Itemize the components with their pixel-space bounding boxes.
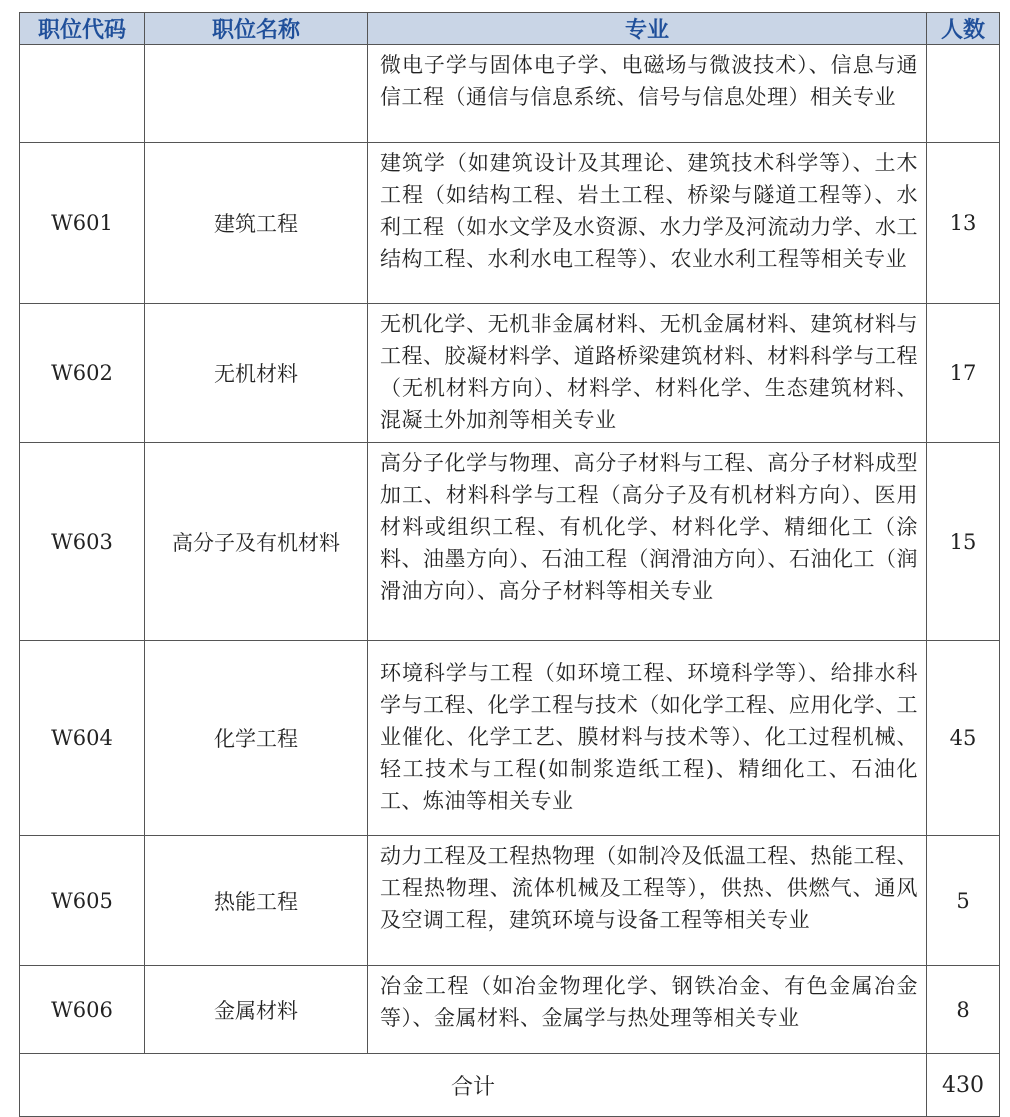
position-code: W606 [20,966,145,1054]
header-name: 职位名称 [145,13,368,45]
position-name [145,45,368,143]
position-code: W604 [20,641,145,836]
position-count [927,45,1000,143]
position-count: 17 [927,304,1000,443]
total-count: 430 [927,1054,1000,1117]
position-name: 金属材料 [145,966,368,1054]
table-row [20,304,1000,443]
position-count: 13 [927,143,1000,304]
position-count: 45 [927,641,1000,836]
total-label: 合计 [20,1054,927,1117]
position-name: 热能工程 [145,836,368,966]
position-name: 化学工程 [145,641,368,836]
position-code: W602 [20,304,145,443]
position-count: 15 [927,443,1000,641]
position-code: W603 [20,443,145,641]
total-row [20,1054,1000,1117]
header-code: 职位代码 [20,13,145,45]
table-row [20,45,1000,143]
position-name: 建筑工程 [145,143,368,304]
position-major: 微电子学与固体电子学、电磁场与微波技术）、信息与通信工程（通信与信息系统、信号与信息处理）相关专业 [368,45,927,143]
position-major: 动力工程及工程热物理（如制冷及低温工程、热能工程、工程热物理、流体机械及工程等），供热、供燃气、通风及空调工程，建筑环境与设备工程等相关专业 [368,836,927,966]
position-name: 无机材料 [145,304,368,443]
header-major: 专业 [368,13,927,45]
table-row [20,966,1000,1054]
position-count: 5 [927,836,1000,966]
table-row [20,443,1000,641]
position-major: 建筑学（如建筑设计及其理论、建筑技术科学等）、土木工程（如结构工程、岩土工程、桥梁与隧道工程等）、水利工程（如水文学及水资源、水力学及河流动力学、水工结构工程、水利水电工程等）、农业水利工程等相关专业 [368,143,927,304]
position-code: W601 [20,143,145,304]
position-code [20,45,145,143]
position-major: 高分子化学与物理、高分子材料与工程、高分子材料成型加工、材料科学与工程（高分子及有机材料方向）、医用材料或组织工程、有机化学、材料化学、精细化工（涂料、油墨方向）、石油工程（润滑油方向）、石油化工（润滑油方向）、高分子材料等相关专业 [368,443,927,641]
table-row [20,143,1000,304]
header-row [20,13,1000,45]
position-major: 冶金工程（如冶金物理化学、钢铁冶金、有色金属冶金等）、金属材料、金属学与热处理等相关专业 [368,966,927,1054]
table-row [20,641,1000,836]
position-count: 8 [927,966,1000,1054]
position-code: W605 [20,836,145,966]
table-row [20,836,1000,966]
position-name: 高分子及有机材料 [145,443,368,641]
header-count: 人数 [927,13,1000,45]
position-major: 无机化学、无机非金属材料、无机金属材料、建筑材料与工程、胶凝材料学、道路桥梁建筑材料、材料科学与工程（无机材料方向）、材料学、材料化学、生态建筑材料、混凝土外加剂等相关专业 [368,304,927,443]
positions-table [19,12,1000,1117]
position-major: 环境科学与工程（如环境工程、环境科学等）、给排水科学与工程、化学工程与技术（如化学工程、应用化学、工业催化、化学工艺、膜材料与技术等）、化工过程机械、轻工技术与工程(如制浆造纸工程)、精细化工、石油化工、炼油等相关专业 [368,641,927,836]
